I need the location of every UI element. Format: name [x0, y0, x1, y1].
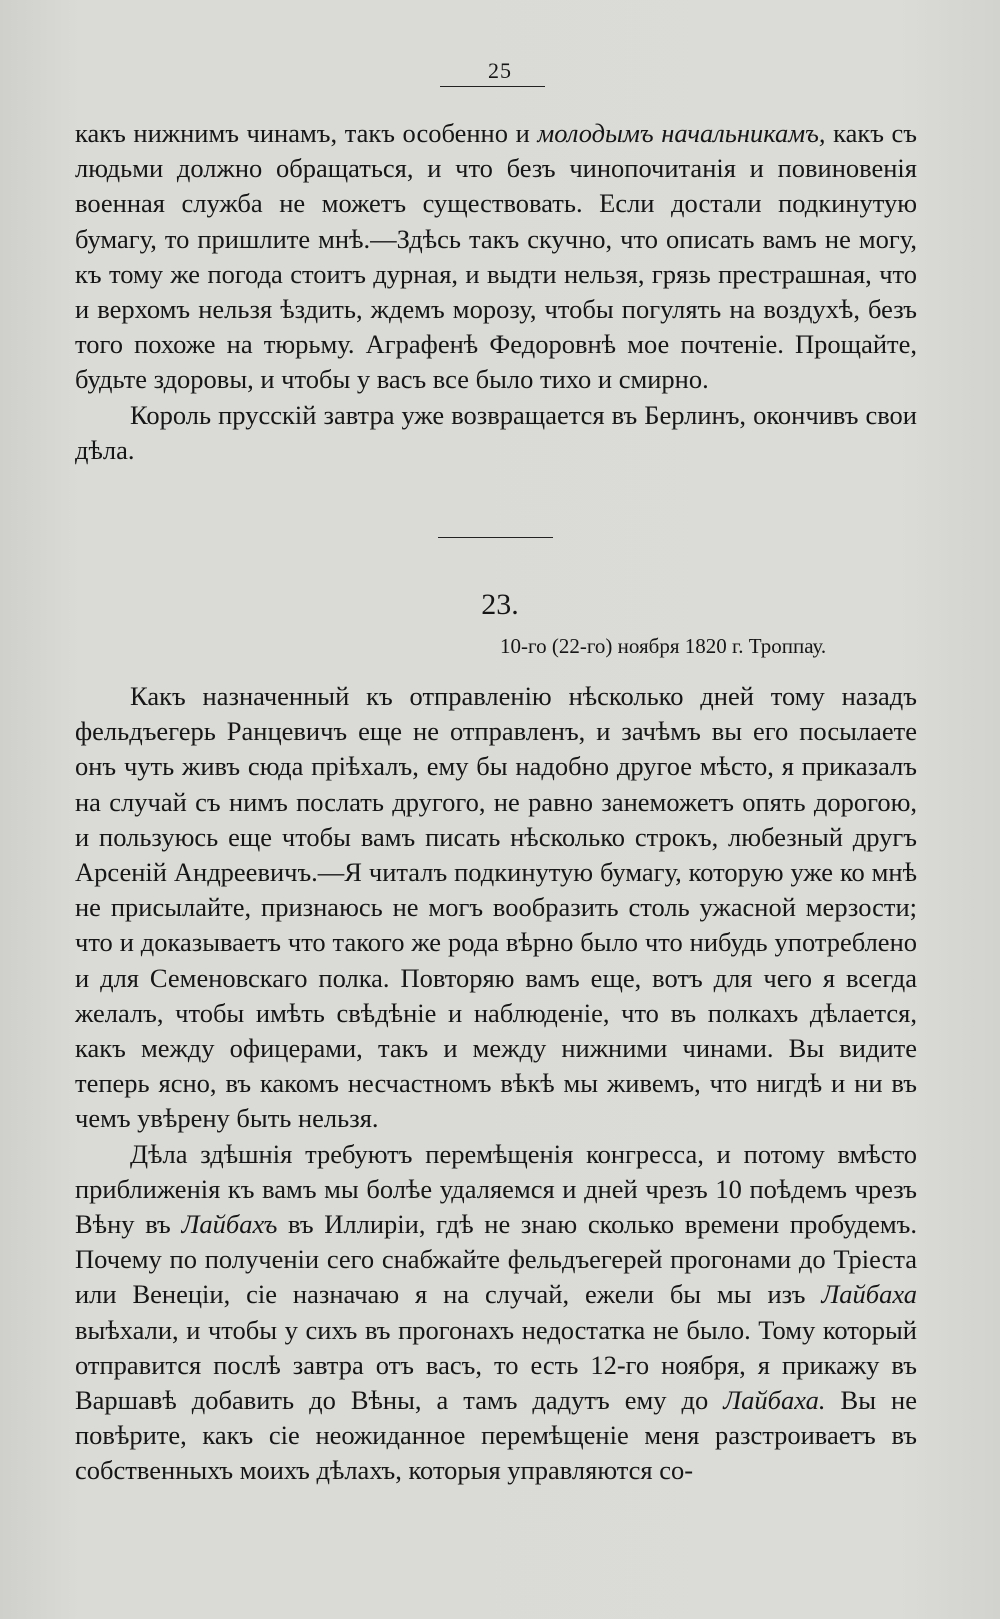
paragraph [75, 116, 917, 398]
italic-place-name: Лайбаха. [723, 1385, 826, 1416]
text-segment: какъ нижнимъ чинамъ, такъ особенно и [75, 118, 538, 148]
paragraph: Какъ назначенный къ отправленію нѣсколько дней тому назадъ фельдъегерь Ранцевичъ еще не отправленъ, и зачѣмъ вы его посылаете онъ чуть живъ сюда пріѣхалъ, ему бы надобно другое мѣсто, я приказалъ на случай съ нимъ послать другого, не равно занеможетъ опять дорогою, и пользуюсь еще чтобы вамъ писать нѣсколько строкъ, любезный другъ Арсеній Андреевичъ.—Я читалъ подкинутую бумагу, которую уже ко мнѣ не присылайте, признаюсь не могъ вообразить столь ужасной мерзости; что и доказываетъ что такого же рода вѣрно было что нибудь употреблено и для Семеновскаго полка. Повторяю вамъ еще, вотъ для чего я всегда желалъ, чтобы имѣть свѣдѣніе и наблюденіе, что въ полкахъ дѣлается, какъ между офицерами, такъ и между нижними чинами. Вы видите теперь ясно, въ какомъ несчастномъ вѣкѣ мы живемъ, что нигдѣ и ни въ чемъ увѣрену быть нельзя. [75, 681, 917, 1134]
text-segment: Вы не повѣрите, какъ сіе неожиданное перемѣщеніе меня разстроиваетъ въ собственныхъ моихъ дѣлахъ, которыя управляются со- [75, 1385, 917, 1486]
text-segment: какъ съ людьми должно обращаться, и что безъ чинопочитанія и повиновенія военная служба не можетъ существовать. Если достали подкинутую бумагу, то пришлите мнѣ.—Здѣсь такъ скучно, что описать вамъ не могу, къ тому же погода стоитъ дурная, и выдти нельзя, грязь престрашная, что и верхомъ нельзя ѣздить, ждемъ морозу, чтобы погулять на воздухѣ, безъ того похоже на тюрьму. Аграфенѣ Федоровнѣ мое почтеніе. Прощайте, будьте здоровы, и чтобы у васъ все было тихо и смирно. [75, 118, 918, 395]
text-segment: въ Иллиріи, гдѣ не знаю сколько времени пробудемъ. Почему по полученіи сего снабжайте фельдъегерей прогонами до Тріеста или Венеціи, сіе назначаю я на случай, ежели бы мы изъ [75, 1209, 917, 1310]
italic-place-name: Лайбаха [821, 1279, 917, 1310]
continued-letter-text [75, 116, 917, 468]
page-number: 25 [488, 58, 512, 83]
paragraph: Король прусскій завтра уже возвращается въ Берлинъ, окончивъ свои дѣла. [75, 399, 917, 465]
letter-dateline: 10-го (22-го) ноября 1820 г. Троппау. [500, 634, 827, 658]
text-segment: Дѣла здѣшнія требуютъ перемѣщенія конгресса, и потому вмѣсто приближенія къ вамъ мы болѣе удаляемся и дней чрезъ 10 поѣдемъ чрезъ Вѣну въ [75, 1138, 917, 1240]
section-divider [438, 537, 553, 538]
letter-body [75, 679, 917, 1489]
paragraph [75, 1137, 917, 1489]
text-segment: выѣхали, и чтобы у сихъ въ прогонахъ недостатка не было. Тому который отправится послѣ завтра отъ васъ, то есть 12-го ноября, я прикажу въ Варшавѣ добавить до Вѣны, а тамъ дадутъ ему до [75, 1314, 917, 1416]
letter-number: 23. [481, 588, 519, 621]
header-rule [440, 86, 545, 87]
italic-phrase: молодымъ начальникамъ, [537, 118, 826, 148]
italic-place-name: Лайбахъ [181, 1209, 278, 1240]
